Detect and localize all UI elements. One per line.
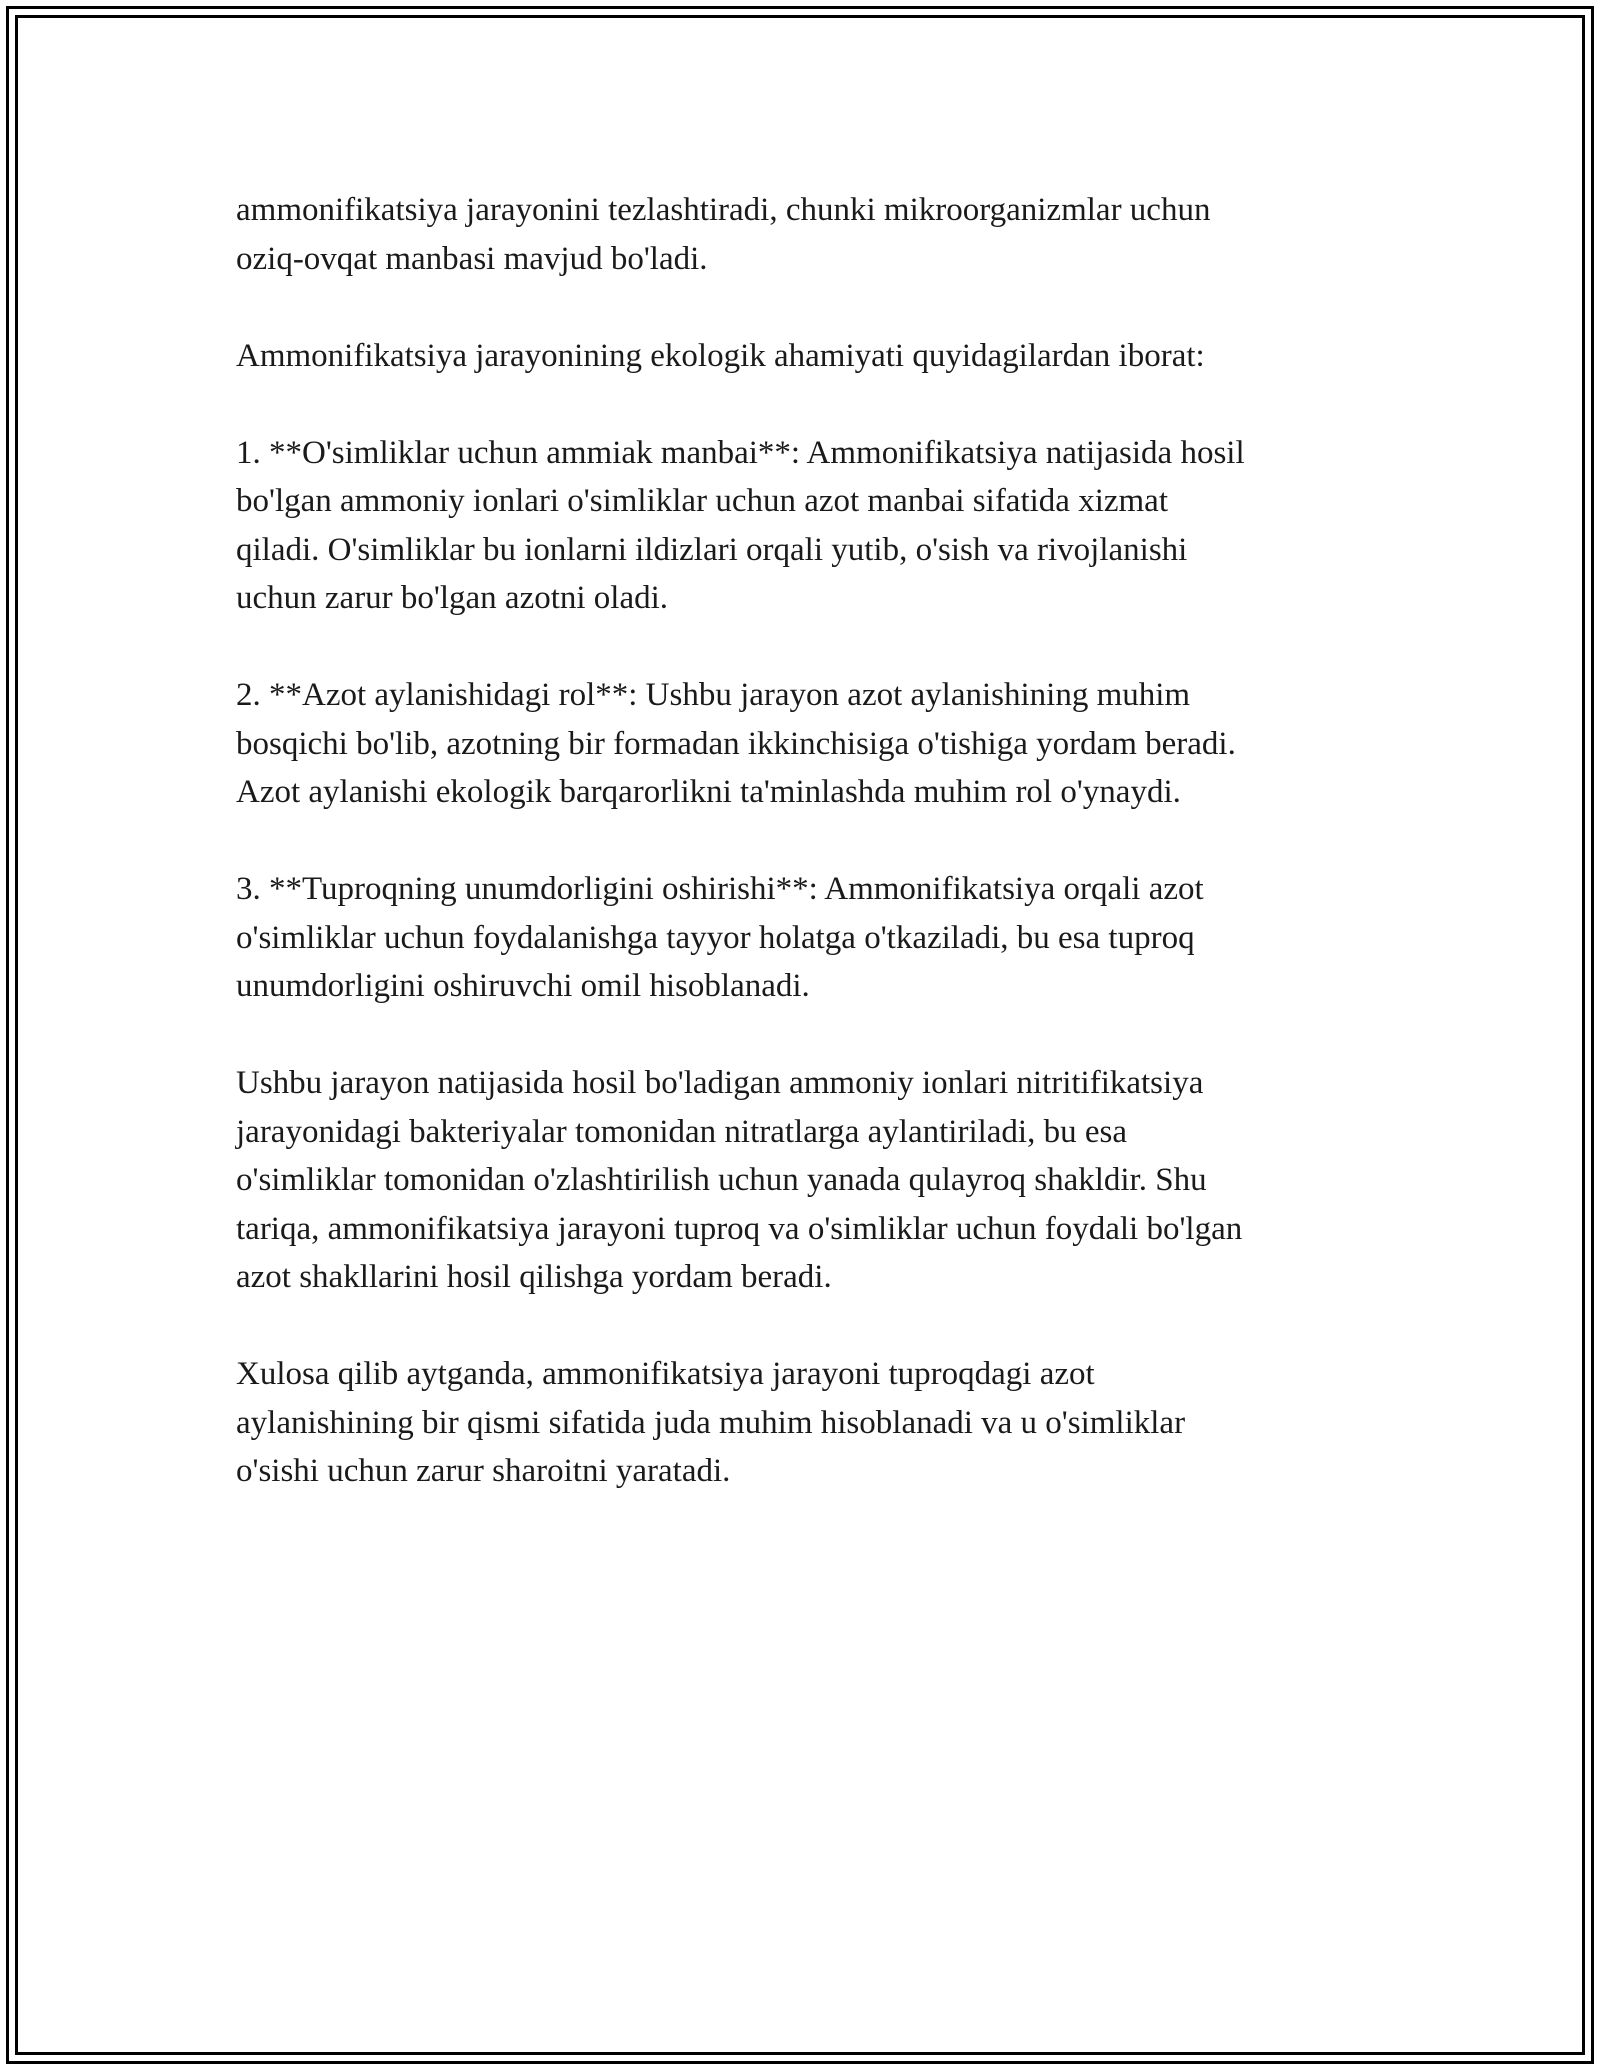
list-item-2-nitrogen-cycle-role: [236, 671, 1366, 817]
text-line: Azot aylanishi ekologik barqarorlikni ta'minlashda muhim rol o'ynaydi.: [236, 774, 1181, 810]
paragraph-nitrification: [236, 1059, 1366, 1302]
text-line: 3. **Tuproqning unumdorligini oshirishi**: Ammonifikatsiya orqali azot: [236, 871, 1204, 907]
text-line: o'simliklar tomonidan o'zlashtirilish uchun yanada qulayroq shakldir. Shu: [236, 1162, 1207, 1198]
text-line: ammonifikatsiya jarayonini tezlashtiradi, chunki mikroorganizmlar uchun: [236, 192, 1211, 228]
text-line: 2. **Azot aylanishidagi rol**: Ushbu jarayon azot aylanishining muhim: [236, 677, 1191, 713]
text-line: qiladi. O'simliklar bu ionlarni ildizlari orqali yutib, o'sish va rivojlanishi: [236, 531, 1188, 568]
list-item-1-ammonia-source: [236, 429, 1366, 623]
text-line: bo'lgan ammoniy ionlari o'simliklar uchun azot manbai sifatida xizmat: [236, 483, 1168, 519]
text-line: Xulosa qilib aytganda, ammonifikatsiya jarayoni tuproqdagi azot: [236, 1356, 1095, 1392]
text-line: 1. **O'simliklar uchun ammiak manbai**: Ammonifikatsiya natijasida hosil: [236, 434, 1245, 471]
text-line: Ushbu jarayon natijasida hosil bo'ladigan ammoniy ionlari nitritifikatsiya: [236, 1065, 1204, 1101]
text-line: unumdorligini oshiruvchi omil hisoblanadi.: [236, 968, 810, 1004]
text-line: aylanishining bir qismi sifatida juda muhim hisoblanadi va u o'simliklar: [236, 1404, 1186, 1441]
text-line: oziq-ovqat manbasi mavjud bo'ladi.: [236, 240, 708, 277]
paragraph-conclusion: [236, 1350, 1366, 1496]
text-line: tariqa, ammonifikatsiya jarayoni tuproq va o'simliklar uchun foydali bo'lgan: [236, 1210, 1243, 1247]
text-line: uchun zarur bo'lgan azotni oladi.: [236, 580, 669, 616]
text-line: o'sishi uchun zarur sharoitni yaratadi.: [236, 1453, 731, 1489]
text-line: azot shakllarini hosil qilishga yordam beradi.: [236, 1259, 832, 1295]
text-line: bosqichi bo'lib, azotning bir formadan ikkinchisiga o'tishiga yordam beradi.: [236, 725, 1236, 762]
paragraph-ecological-significance-heading: [236, 332, 1366, 381]
list-item-3-soil-fertility: [236, 865, 1366, 1011]
document-body: [236, 186, 1366, 1496]
text-line: jarayonidagi bakteriyalar tomonidan nitratlarga aylantiriladi, bu esa: [236, 1113, 1127, 1150]
text-line: Ammonifikatsiya jarayonining ekologik ahamiyati quyidagilardan iborat:: [236, 337, 1205, 374]
paragraph-intro-continuation: [236, 186, 1366, 283]
text-line: o'simliklar uchun foydalanishga tayyor holatga o'tkaziladi, bu esa tuproq: [236, 919, 1195, 956]
